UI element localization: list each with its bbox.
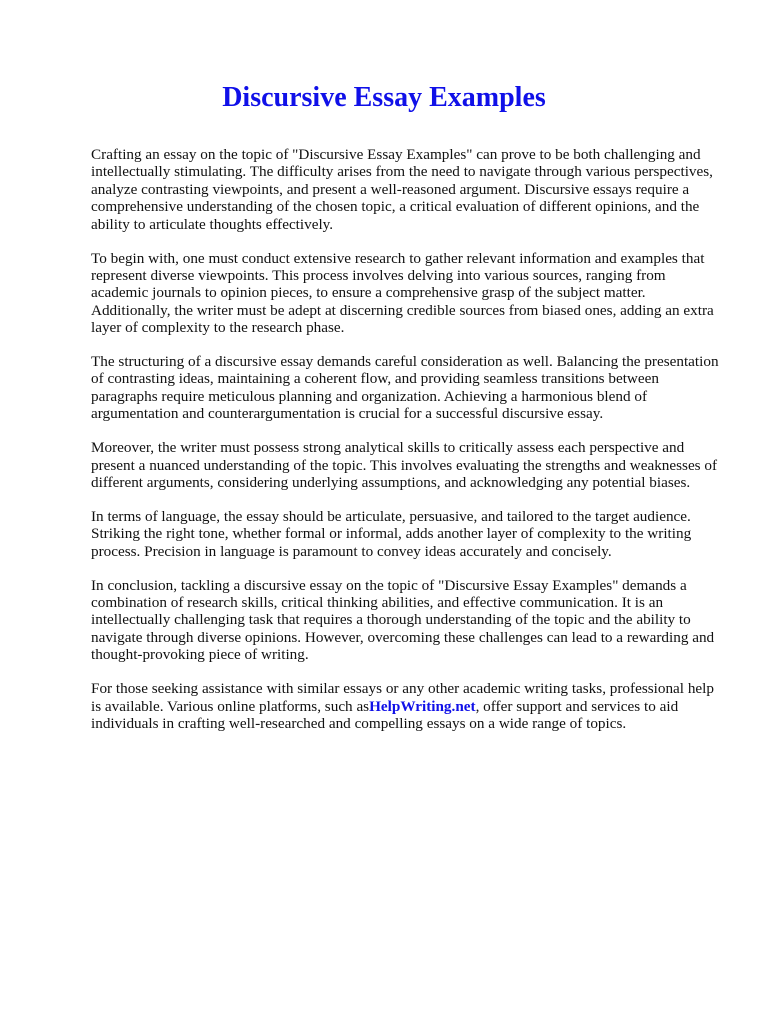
paragraph-1: Crafting an essay on the topic of "Discursive Essay Examples" can prove to be both challenging and intellectually stimulating. The difficulty arises from the need to navigate through various perspectives, analyze contrasting viewpoints, and present a well-reasoned argument. Discursive essays require a comprehensive understanding of the chosen topic, a critical evaluation of different opinions, and the ability to articulate thoughts effectively.	[91, 146, 713, 233]
paragraph-4: Moreover, the writer must possess strong analytical skills to critically assess each perspective and present a nuanced understanding of the topic. This involves evaluating the strengths and weaknesses of different arguments, considering underlying assumptions, and acknowledging any potential biases.	[91, 439, 718, 491]
paragraph-7	[91, 680, 721, 732]
document-body	[91, 146, 721, 749]
paragraph-5: In terms of language, the essay should be articulate, persuasive, and tailored to the target audience. Striking the right tone, whether formal or informal, adds another layer of complexity to the writing process. Precision in language is paramount to convey ideas accurately and concisely.	[91, 507, 692, 560]
helpwriting-link[interactable]: HelpWriting.net	[369, 697, 476, 715]
paragraph-3: The structuring of a discursive essay demands careful consideration as well. Balancing the presentation of contrasting ideas, maintaining a coherent flow, and providing seamless transitions between paragraphs require meticulous planning and organization. Achieving a harmonious blend of argumentation and counterargumentation is crucial for a successful discursive essay.	[91, 353, 719, 423]
paragraph-6: In conclusion, tackling a discursive essay on the topic of "Discursive Essay Examples" demands a combination of research skills, critical thinking abilities, and effective communication. It is an intellectually challenging task that requires a thorough understanding of the topic and the ability to navigate through diverse opinions. However, overcoming these challenges can lead to a rewarding and thought-provoking piece of writing.	[91, 576, 715, 664]
paragraph-7-text-before: For those seeking assistance with similar essays or any other academic writing tasks, professional help is available. Various online platforms, such as	[91, 680, 714, 715]
paragraph-7-text-after: , offer support and services to aid individuals in crafting well-researched and compelling essays on a wide range of topics.	[91, 697, 679, 732]
document-title: Discursive Essay Examples	[222, 82, 546, 113]
paragraph-2: To begin with, one must conduct extensive research to gather relevant information and examples that represent diverse viewpoints. This process involves delving into various sources, ranging from academic journals to opinion pieces, to ensure a comprehensive grasp of the subject matter. Additionally, the writer must be adept at discerning credible sources from biased ones, adding an extra layer of complexity to the research phase.	[91, 249, 714, 337]
